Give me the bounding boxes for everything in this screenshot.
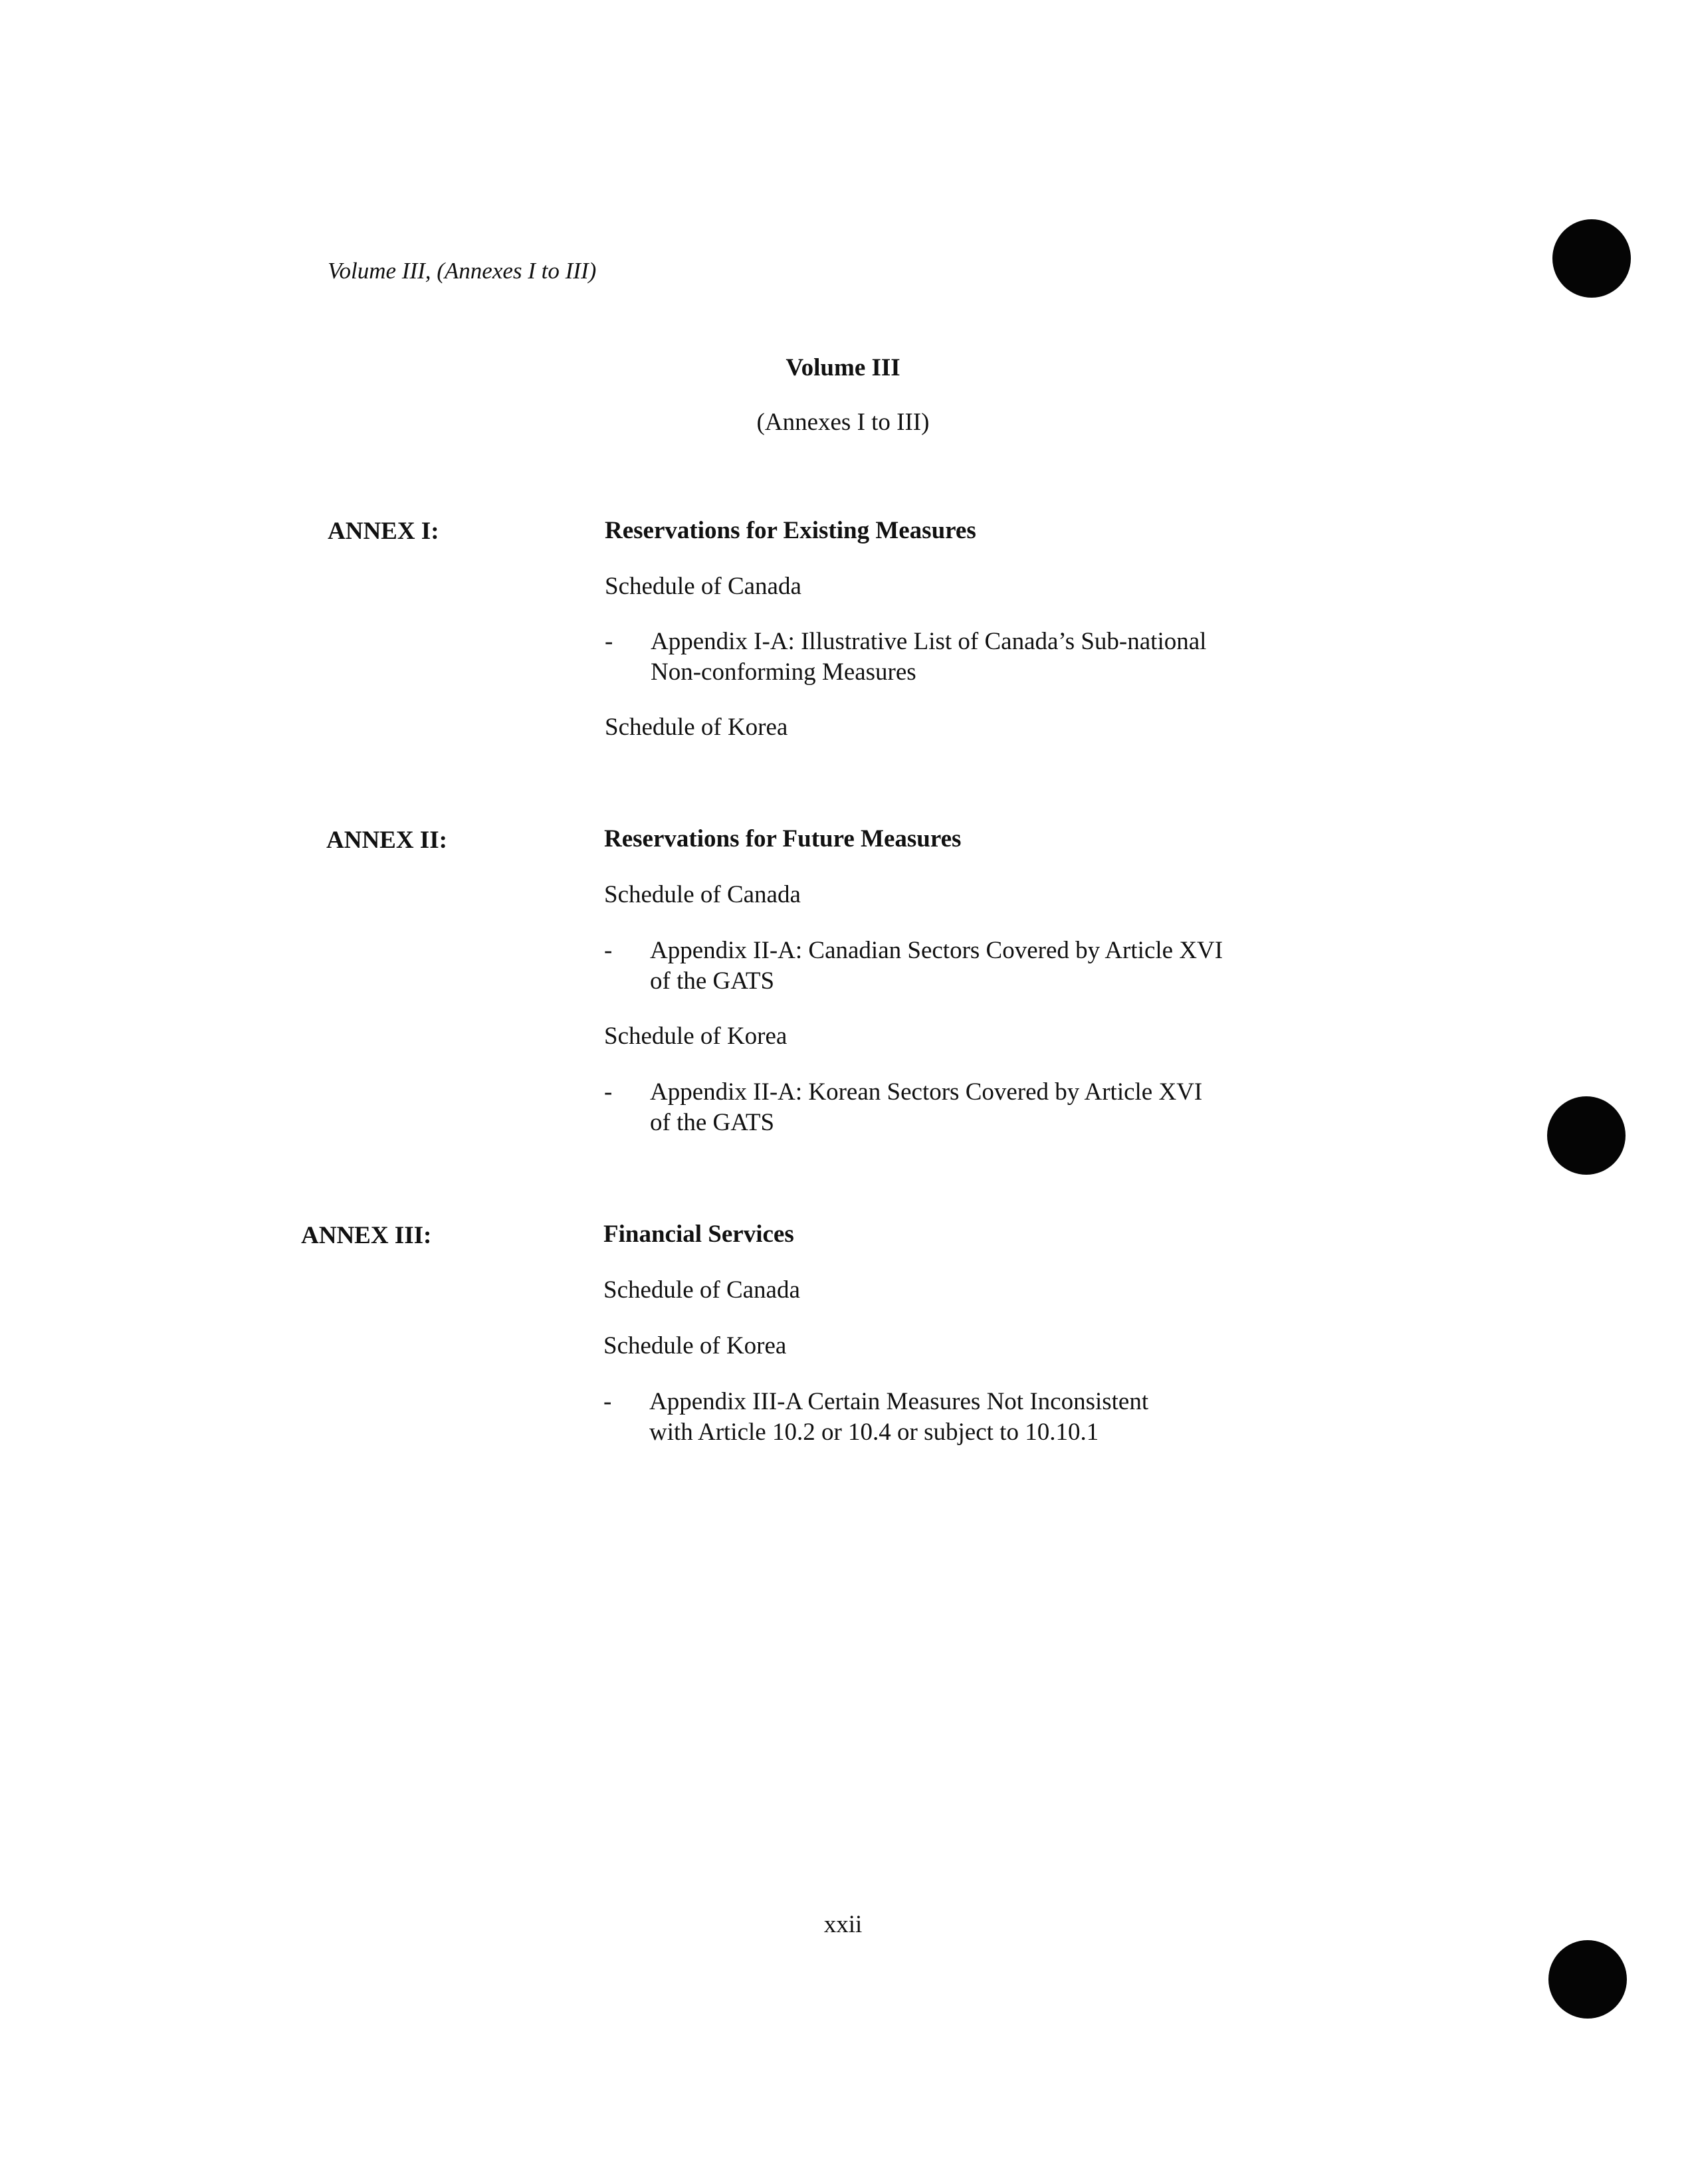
punch-hole-middle <box>1547 1096 1626 1175</box>
running-header: Volume III, (Annexes I to III) <box>328 258 597 284</box>
punch-hole-top <box>1552 219 1631 298</box>
annex-1-label: ANNEX I: <box>328 518 439 545</box>
annex-1-schedule-korea: Schedule of Korea <box>605 714 788 741</box>
annex-1-schedule-canada: Schedule of Canada <box>605 573 801 600</box>
annex-2-appendix-1-dash: - <box>604 937 613 964</box>
annex-2-appendix-1-line-1: Appendix II-A: Canadian Sectors Covered by Article XVI <box>650 937 1223 964</box>
annex-3-schedule-canada: Schedule of Canada <box>603 1276 800 1304</box>
annex-1-appendix-line-2: Non-conforming Measures <box>651 658 916 686</box>
annex-2-appendix-2-dash: - <box>604 1078 613 1106</box>
volume-subtitle: (Annexes I to III) <box>756 409 930 436</box>
annex-2-heading: Reservations for Future Measures <box>604 825 962 852</box>
annex-2-appendix-2-line-1: Appendix II-A: Korean Sectors Covered by Article XVI <box>650 1078 1203 1106</box>
annex-2-appendix-1-line-2: of the GATS <box>650 967 775 995</box>
annex-3-label: ANNEX III: <box>301 1222 432 1249</box>
annex-1-appendix-line-1: Appendix I-A: Illustrative List of Canada’s Sub-national <box>651 628 1207 655</box>
annex-3-appendix-line-2: with Article 10.2 or 10.4 or subject to 10.10.1 <box>649 1419 1099 1446</box>
annex-3-heading: Financial Services <box>603 1221 794 1248</box>
punch-hole-bottom <box>1548 1940 1627 2019</box>
annex-1-heading: Reservations for Existing Measures <box>605 517 976 544</box>
annex-3-schedule-korea: Schedule of Korea <box>603 1332 787 1359</box>
annex-3-appendix-line-1: Appendix III-A Certain Measures Not Inconsistent <box>649 1388 1149 1415</box>
annex-1-appendix-dash: - <box>605 628 613 655</box>
volume-title: Volume III <box>786 354 900 381</box>
annex-2-schedule-korea: Schedule of Korea <box>604 1023 788 1050</box>
annex-3-appendix-dash: - <box>603 1388 612 1415</box>
annex-2-appendix-2-line-2: of the GATS <box>650 1109 775 1136</box>
page-number: xxii <box>823 1911 863 1938</box>
annex-2-label: ANNEX II: <box>326 827 447 854</box>
annex-2-schedule-canada: Schedule of Canada <box>604 881 801 908</box>
